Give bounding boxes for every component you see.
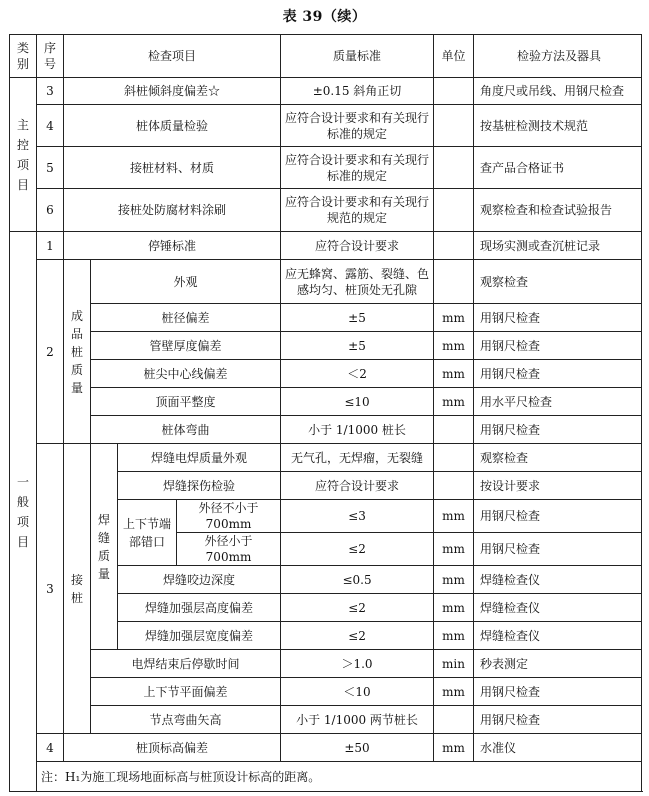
table-row <box>10 706 642 734</box>
table-row <box>10 189 642 232</box>
header-unit: 单位 <box>434 35 474 78</box>
table-row <box>10 260 642 304</box>
method-cell: 水准仪 <box>474 734 642 762</box>
unit-cell: mm <box>434 388 474 416</box>
unit-cell <box>434 189 474 232</box>
standard-cell: ≤3 <box>281 500 434 533</box>
standard-cell: ≤0.5 <box>281 566 434 594</box>
method-cell: 查产品合格证书 <box>474 147 642 189</box>
header-seq: 序号 <box>37 35 64 78</box>
table-row <box>10 147 642 189</box>
table-row <box>10 78 642 105</box>
method-cell: 秒表测定 <box>474 650 642 678</box>
table-row <box>10 388 642 416</box>
table-row <box>10 332 642 360</box>
method-cell: 焊缝检查仪 <box>474 622 642 650</box>
item-cell: 焊缝咬边深度 <box>118 566 281 594</box>
item-cell: 焊缝加强层宽度偏差 <box>118 622 281 650</box>
standard-cell: ≤2 <box>281 533 434 566</box>
method-cell: 按基桩检测技术规范 <box>474 105 642 147</box>
unit-cell: min <box>434 650 474 678</box>
category-general: 一般项目 <box>10 232 37 792</box>
method-cell: 角度尺或吊线、用钢尺检查 <box>474 78 642 105</box>
table-row <box>10 232 642 260</box>
method-cell: 观察检查 <box>474 444 642 472</box>
standard-cell: ＜10 <box>281 678 434 706</box>
unit-cell <box>434 472 474 500</box>
item-cell: 接桩处防腐材料涂刷 <box>64 189 281 232</box>
standard-cell: ±5 <box>281 332 434 360</box>
unit-cell <box>434 444 474 472</box>
seq-cell: 6 <box>37 189 64 232</box>
seq-cell: 5 <box>37 147 64 189</box>
standard-cell: ±0.15 斜角正切 <box>281 78 434 105</box>
header-item: 检查项目 <box>64 35 281 78</box>
seq-cell: 3 <box>37 444 64 734</box>
standard-cell: 应符合设计要求和有关现行规范的规定 <box>281 189 434 232</box>
item-cell: 外观 <box>91 260 281 304</box>
unit-cell: mm <box>434 332 474 360</box>
standard-cell: 无气孔，无焊瘤，无裂缝 <box>281 444 434 472</box>
unit-cell: mm <box>434 594 474 622</box>
unit-cell: mm <box>434 622 474 650</box>
seq-cell: 4 <box>37 105 64 147</box>
standard-cell: ≤10 <box>281 388 434 416</box>
item-cell: 桩尖中心线偏差 <box>91 360 281 388</box>
table-row <box>10 105 642 147</box>
unit-cell <box>434 147 474 189</box>
item-cell: 电焊结束后停歇时间 <box>91 650 281 678</box>
unit-cell: mm <box>434 304 474 332</box>
method-cell: 用钢尺检查 <box>474 706 642 734</box>
standard-cell: 小于 1/1000 桩长 <box>281 416 434 444</box>
unit-cell: mm <box>434 678 474 706</box>
group-finished-pile-quality: 成品桩质量 <box>64 260 91 444</box>
standard-cell: 应符合设计要求 <box>281 232 434 260</box>
standard-cell: ≤2 <box>281 622 434 650</box>
method-cell: 观察检查和检查试验报告 <box>474 189 642 232</box>
item-cell: 上下节平面偏差 <box>91 678 281 706</box>
item-cell: 焊缝加强层高度偏差 <box>118 594 281 622</box>
table-caption: 表 39（续） <box>282 9 367 25</box>
standard-cell: ＜2 <box>281 360 434 388</box>
method-cell: 用水平尺检查 <box>474 388 642 416</box>
unit-cell <box>434 706 474 734</box>
method-cell: 用钢尺检查 <box>474 304 642 332</box>
method-cell: 用钢尺检查 <box>474 332 642 360</box>
standard-cell: ±5 <box>281 304 434 332</box>
standard-cell: ≤2 <box>281 594 434 622</box>
table-row <box>10 304 642 332</box>
inspection-table <box>9 34 642 792</box>
method-cell: 用钢尺检查 <box>474 416 642 444</box>
table-row <box>10 416 642 444</box>
standard-cell: 应符合设计要求和有关现行标准的规定 <box>281 105 434 147</box>
item-cell: 管壁厚度偏差 <box>91 332 281 360</box>
header-row <box>10 35 642 78</box>
item-cell: 外径小于 700mm <box>177 533 281 566</box>
header-standard: 质量标准 <box>281 35 434 78</box>
standard-cell: 小于 1/1000 两节桩长 <box>281 706 434 734</box>
table-row <box>10 444 642 472</box>
method-cell: 用钢尺检查 <box>474 678 642 706</box>
standard-cell: 应符合设计要求和有关现行标准的规定 <box>281 147 434 189</box>
item-cell: 接桩材料、材质 <box>64 147 281 189</box>
seq-cell: 1 <box>37 232 64 260</box>
unit-cell: mm <box>434 500 474 533</box>
method-cell: 焊缝检查仪 <box>474 594 642 622</box>
method-cell: 现场实测或查沉桩记录 <box>474 232 642 260</box>
item-cell: 外径不小于 700mm <box>177 500 281 533</box>
standard-cell: 应无蜂窝、露筋、裂缝、色感均匀、桩顶处无孔隙 <box>281 260 434 304</box>
seq-cell: 4 <box>37 734 64 762</box>
item-cell: 桩体质量检验 <box>64 105 281 147</box>
group-weld-quality: 焊缝质量 <box>91 444 118 650</box>
note-row <box>10 762 642 792</box>
unit-cell: mm <box>434 566 474 594</box>
standard-cell: ±50 <box>281 734 434 762</box>
table-row <box>10 650 642 678</box>
table-row <box>10 734 642 762</box>
item-cell: 桩体弯曲 <box>91 416 281 444</box>
unit-cell <box>434 78 474 105</box>
unit-cell: mm <box>434 533 474 566</box>
header-category: 类别 <box>10 35 37 78</box>
item-cell: 顶面平整度 <box>91 388 281 416</box>
item-cell: 焊缝电焊质量外观 <box>118 444 281 472</box>
method-cell: 用钢尺检查 <box>474 360 642 388</box>
header-method: 检验方法及器具 <box>474 35 642 78</box>
method-cell: 观察检查 <box>474 260 642 304</box>
item-cell: 节点弯曲矢高 <box>91 706 281 734</box>
unit-cell <box>434 105 474 147</box>
category-main-control: 主控项目 <box>10 78 37 232</box>
standard-cell: ＞1.0 <box>281 650 434 678</box>
method-cell: 用钢尺检查 <box>474 500 642 533</box>
unit-cell <box>434 416 474 444</box>
method-cell: 焊缝检查仪 <box>474 566 642 594</box>
unit-cell: mm <box>434 360 474 388</box>
item-cell: 斜桩倾斜度偏差☆ <box>64 78 281 105</box>
table-row <box>10 360 642 388</box>
standard-cell: 应符合设计要求 <box>281 472 434 500</box>
unit-cell <box>434 232 474 260</box>
unit-cell <box>434 260 474 304</box>
table-row <box>10 678 642 706</box>
seq-cell: 2 <box>37 260 64 444</box>
item-cell: 停锤标准 <box>64 232 281 260</box>
item-cell: 桩顶标高偏差 <box>64 734 281 762</box>
group-pile-splicing: 接桩 <box>64 444 91 734</box>
table-note: 注：H₁为施工现场地面标高与桩顶设计标高的距离。 <box>37 762 642 792</box>
unit-cell: mm <box>434 734 474 762</box>
method-cell: 用钢尺检查 <box>474 533 642 566</box>
group-end-misalignment: 上下节端部错口 <box>118 500 177 566</box>
item-cell: 桩径偏差 <box>91 304 281 332</box>
seq-cell: 3 <box>37 78 64 105</box>
method-cell: 按设计要求 <box>474 472 642 500</box>
item-cell: 焊缝探伤检验 <box>118 472 281 500</box>
